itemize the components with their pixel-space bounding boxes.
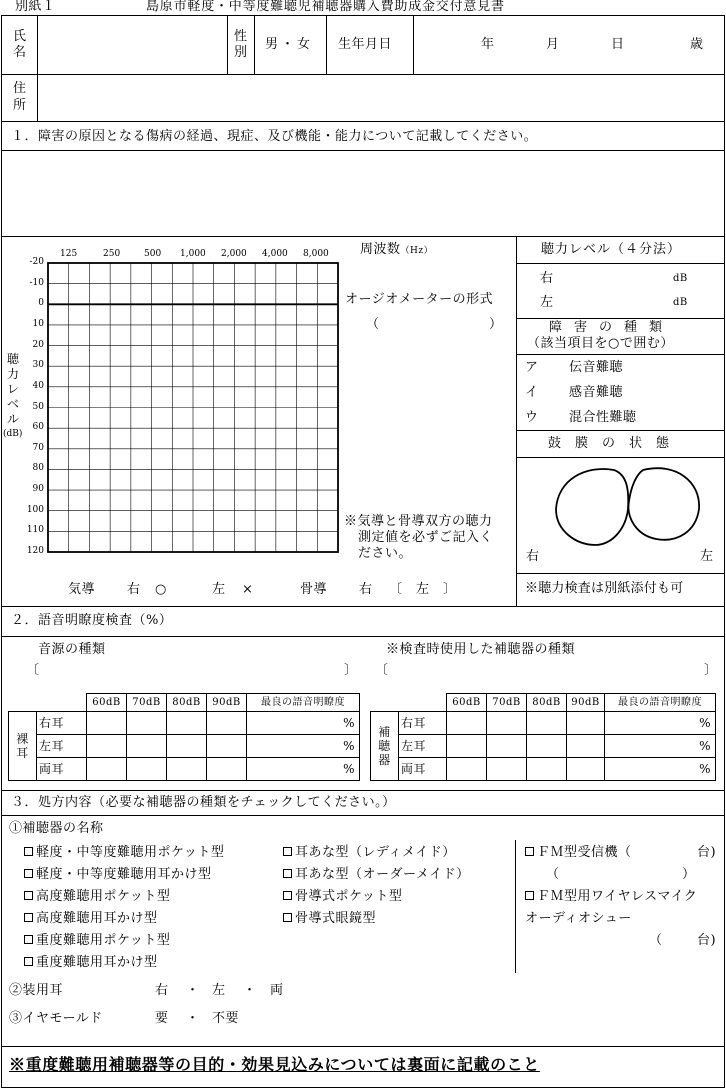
level-tick-label: 90	[32, 484, 44, 495]
legend-bone-label: 骨導	[300, 582, 328, 597]
cell[interactable]	[207, 712, 247, 735]
aid-option-3[interactable]: 高度難聴用ポケット型	[24, 890, 170, 903]
disability-mark-a: ア	[525, 360, 539, 375]
measure-note-3: ださい。	[358, 546, 413, 561]
section2-heading: ２．語音明瞭度検査（%）	[11, 613, 173, 628]
earmold-label: ③イヤモールド	[9, 1011, 103, 1026]
level-tick-label: 60	[32, 422, 44, 433]
audiometer-paren-open: （	[366, 317, 380, 332]
level-tick-label: 80	[32, 463, 44, 474]
disability-sensorineural[interactable]: 感音難聴	[569, 385, 624, 400]
level-tick-label: 120	[26, 546, 44, 556]
col-70db: 70dB	[127, 694, 167, 712]
hearing-right-label: 右	[540, 271, 554, 286]
sound-source-field[interactable]	[42, 661, 342, 681]
cell[interactable]	[207, 758, 247, 781]
audio-shoe-field[interactable]	[664, 930, 696, 950]
earmold-no-option[interactable]: 不要	[212, 1011, 240, 1026]
ear-separator: ・	[243, 983, 257, 998]
speech-table-naked	[8, 693, 360, 781]
cell[interactable]	[167, 758, 207, 781]
level-tick-label: -10	[29, 277, 44, 288]
name-label: 氏名	[13, 29, 27, 60]
audiogram-yunit: (dB)	[3, 429, 23, 439]
measure-note-1: ※気導と骨導双方の聴力	[344, 514, 493, 529]
level-tick-label: -20	[29, 257, 44, 267]
cell[interactable]	[567, 712, 605, 735]
aid-option-4[interactable]: 高度難聴用耳かけ型	[24, 912, 158, 925]
address-label: 住所	[13, 81, 27, 113]
aid-option-9[interactable]: 骨導式ポケット型	[283, 890, 402, 903]
legend-air-left: 左	[212, 582, 226, 597]
col-best: 最良の語音明瞭度	[247, 694, 360, 712]
cell[interactable]	[127, 758, 167, 781]
hearing-right-unit: dB	[673, 273, 688, 284]
dob-month: 月	[546, 37, 560, 52]
legend-cross-symbol: ×	[242, 582, 254, 597]
eardrum-diagram[interactable]	[516, 457, 725, 573]
col-60db: 60dB	[87, 694, 127, 712]
aid-type-label: ※検査時使用した補聴器の種類	[386, 642, 576, 657]
freq-label-2000: 2,000	[221, 249, 247, 259]
cell-best[interactable]: %	[605, 712, 716, 735]
age-label: 歳	[690, 37, 704, 52]
footer-note: ※重度難聴用補聴器等の目的・効果見込みについては裏面に記載のこと	[9, 1055, 540, 1074]
level-tick-label: 40	[32, 380, 44, 391]
hearing-left-field[interactable]	[560, 292, 670, 312]
level-tick-label: 50	[32, 401, 44, 412]
col-best: 最良の語音明瞭度	[605, 694, 716, 712]
cell[interactable]	[487, 758, 527, 781]
col-80db: 80dB	[167, 694, 207, 712]
disability-type-title: 障害の種類	[549, 320, 675, 335]
cell[interactable]	[167, 735, 207, 758]
cell[interactable]	[447, 758, 487, 781]
cell[interactable]	[87, 735, 127, 758]
cell[interactable]	[447, 735, 487, 758]
row-both-ears: 両耳	[37, 758, 87, 781]
hearing-left-label: 左	[540, 295, 554, 310]
checkbox[interactable]	[24, 869, 33, 878]
audio-shoe-unit: 台)	[697, 933, 717, 948]
cell-best[interactable]: %	[247, 735, 360, 758]
checkbox[interactable]	[24, 935, 33, 944]
aid-option-8[interactable]: 耳あな型（オーダーメイド）	[283, 868, 470, 881]
freq-label-1000: 1,000	[180, 249, 206, 259]
audiogram-ylabel: 聴力レベル	[7, 352, 20, 426]
cell[interactable]	[567, 735, 605, 758]
dob-year: 年	[481, 37, 495, 52]
checkbox[interactable]	[525, 891, 534, 900]
freq-label-8000: 8,000	[303, 249, 329, 259]
aid-option-5[interactable]: 重度難聴用ポケット型	[24, 934, 170, 947]
cell[interactable]	[487, 712, 527, 735]
disability-conductive[interactable]: 伝音難聴	[569, 360, 624, 375]
hearing-right-field[interactable]	[560, 268, 670, 288]
row-right-ear: 右耳	[399, 712, 447, 735]
eardrum-title: 鼓膜の状態	[548, 436, 684, 451]
aid-bracket-close: 〕	[704, 663, 718, 678]
level-tick-label: 100	[26, 504, 44, 515]
cell[interactable]	[527, 735, 567, 758]
legend-air-label: 気導	[68, 582, 96, 597]
cell[interactable]	[87, 712, 127, 735]
legend-circle-symbol: ○	[155, 582, 167, 597]
cell[interactable]	[567, 758, 605, 781]
aid-option-2[interactable]: 軽度・中等度難聴用耳かけ型	[24, 868, 212, 881]
col-70db: 70dB	[487, 694, 527, 712]
cell-best[interactable]: %	[247, 758, 360, 781]
fm-paren-open: （	[546, 867, 560, 882]
fm-mic-option[interactable]: ＦＭ型用ワイヤレスマイク	[525, 890, 697, 903]
checkbox[interactable]	[24, 957, 33, 966]
cell[interactable]	[127, 735, 167, 758]
dob-label: 生年月日	[338, 37, 393, 52]
aid-option-10[interactable]: 骨導式眼鏡型	[283, 912, 376, 925]
sex-label: 性別	[234, 29, 248, 60]
ear-right-option[interactable]: 右	[155, 983, 169, 998]
row-left-ear: 左耳	[37, 735, 87, 758]
eardrum-right: 右	[526, 549, 540, 564]
legend-bracket-close: 〕	[443, 582, 457, 597]
freq-label-4000: 4,000	[262, 249, 288, 259]
legend-bracket-open: 〔	[389, 582, 403, 597]
col-90db: 90dB	[567, 694, 605, 712]
checkbox[interactable]	[283, 847, 292, 856]
checkbox[interactable]	[283, 869, 292, 878]
speech-table-aided	[370, 693, 716, 781]
row-both-ears: 両耳	[399, 758, 447, 781]
col-80db: 80dB	[527, 694, 567, 712]
fm-receiver-option[interactable]: ＦＭ型受信機（	[525, 846, 632, 859]
legend-air-right: 右	[127, 582, 141, 597]
checkbox[interactable]	[283, 913, 292, 922]
col-90db: 90dB	[207, 694, 247, 712]
cell[interactable]	[527, 758, 567, 781]
disability-mixed[interactable]: 混合性難聴	[569, 410, 637, 425]
level-tick-label: 0	[38, 298, 44, 309]
disability-type-sub: （該当項目を○で囲む）	[527, 336, 674, 351]
level-tick-label: 70	[32, 442, 44, 453]
cell[interactable]	[207, 735, 247, 758]
cell-best[interactable]: %	[247, 712, 360, 735]
aid-option-6[interactable]: 重度難聴用耳かけ型	[24, 956, 158, 969]
cell[interactable]	[167, 712, 207, 735]
source-bracket-close: 〕	[344, 663, 358, 678]
ear-left-option[interactable]: 左	[212, 983, 226, 998]
naked-label: 裸耳	[9, 712, 37, 781]
document-title: 島原市軽度・中等度難聴児補聴器購入費助成金交付意見書	[146, 0, 505, 14]
level-tick-label: 30	[32, 360, 44, 371]
ear-separator: ・	[186, 983, 200, 998]
disability-mark-i: イ	[525, 385, 539, 400]
col-60db: 60dB	[447, 694, 487, 712]
row-right-ear: 右耳	[37, 712, 87, 735]
cell[interactable]	[527, 712, 567, 735]
fm-paren-close: ）	[682, 867, 696, 882]
cell[interactable]	[487, 735, 527, 758]
earmold-need-option[interactable]: 要	[155, 1011, 169, 1026]
aid-option-7[interactable]: 耳あな型（レディメイド）	[283, 846, 456, 859]
checkbox[interactable]	[24, 891, 33, 900]
fm-receiver-field[interactable]	[562, 864, 680, 884]
ear-both-option[interactable]: 両	[270, 983, 284, 998]
eardrum-left: 左	[700, 549, 714, 564]
sound-source-label: 音源の種類	[38, 642, 106, 657]
checkbox[interactable]	[24, 847, 33, 856]
aid-type-field[interactable]	[391, 661, 701, 681]
form-number: 別紙１	[15, 0, 56, 14]
ear-label: ②装用耳	[9, 983, 64, 998]
checkbox[interactable]	[24, 913, 33, 922]
freq-label-250: 250	[103, 249, 121, 259]
aid-option-1[interactable]: 軽度・中等度難聴用ポケット型	[24, 846, 224, 859]
hearing-aid-name-label: ①補聴器の名称	[9, 821, 104, 836]
aid-bracket-open: 〔	[375, 663, 389, 678]
frequency-label: 周波数（Hz）	[360, 242, 434, 257]
fm-receiver-unit: 台)	[697, 845, 717, 860]
hearing-left-unit: dB	[673, 297, 688, 308]
audio-shoe-paren: （	[649, 933, 663, 948]
disability-mark-u: ウ	[525, 410, 539, 425]
legend-bone-left: 左	[416, 582, 430, 597]
cell[interactable]	[87, 758, 127, 781]
checkbox[interactable]	[283, 891, 292, 900]
audiometer-label: オージオメーターの形式	[345, 292, 494, 307]
audiometer-field[interactable]	[382, 314, 488, 334]
measure-note-2: 測定値を必ずご記入く	[358, 530, 494, 545]
level-tick-label: 20	[32, 339, 44, 350]
source-bracket-open: 〔	[26, 663, 40, 678]
hearing-test-note: ※聴力検査は別紙添付も可	[525, 581, 684, 596]
aided-label: 補聴器	[371, 712, 399, 781]
dob-day: 日	[611, 37, 625, 52]
row-left-ear: 左耳	[399, 735, 447, 758]
earmold-separator: ・	[186, 1011, 200, 1026]
section3-heading: ３．処方内容（必要な補聴器の種類をチェックしてください。）	[11, 795, 396, 810]
cell[interactable]	[127, 712, 167, 735]
level-tick-label: 10	[32, 318, 44, 329]
audiometer-paren-close: ）	[489, 317, 503, 332]
hearing-level-title: 聴力レベル（４分法）	[541, 242, 682, 257]
sex-options[interactable]: 男・女	[265, 37, 314, 52]
cell-best[interactable]: %	[605, 735, 716, 758]
cell-best[interactable]: %	[605, 758, 716, 781]
section1-heading: １．障害の原因となる傷病の経過、現症、及び機能・能力について記載してください。	[11, 129, 538, 144]
cell[interactable]	[447, 712, 487, 735]
checkbox[interactable]	[525, 847, 534, 856]
audio-shoe-label: オーディオシュー	[525, 911, 632, 926]
freq-label-500: 500	[144, 249, 162, 259]
level-tick-label: 110	[26, 525, 44, 536]
legend-bone-right: 右	[359, 582, 373, 597]
freq-label-125: 125	[60, 249, 78, 259]
